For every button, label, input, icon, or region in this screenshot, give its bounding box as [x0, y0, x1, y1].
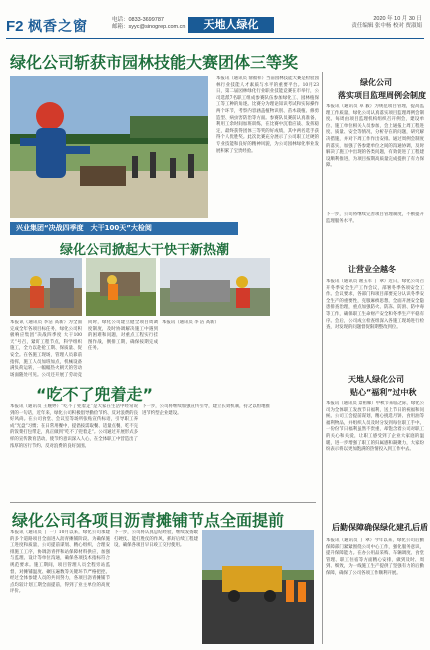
surge-photo-1 [10, 258, 82, 316]
voice-article-body: 本报讯（通讯员 王婉婷）“吃不了兜着走”是大家在生活中经常说到的一句话，近年来，绿化公司积极倡导勤俭节约、反对浪费的良好风尚。在公司食堂、会议室等场所张贴宣传标语，引导职工养成“光盘”习惯；在日常用餐中，提倡按需取餐、适量点餐，吃不完的饭菜打包带走，真正做到“吃不了兜着走”。公司通过开展形式多样的宣传教育活动，使节约意识深入人心，在全体职工中营造出了浓厚的厉行节约、反对浪费的良好氛围。 [10, 404, 138, 449]
award-article-body: 本报讯（通讯员 俞福祥）当前园林技能大赛是检验园林行业技能人才素质与水平的重要平台。10月23日，第二届园林绿化行业职业技能竞赛在市举行，公司选派7名职工组成参赛队伍参加绿化工、园林植保工等工种的角逐。比赛分为理论知识考试和实际操作两个环节，考察内容涵盖植物识别、苗木栽植、修剪造型、病虫害防治等方面。参赛队员赛前认真准备，利用工余时间加班训练，在比赛中沉着应战、发挥稳定，最终获得团体三等奖的好成绩，其中两名选手获得个人优胜奖。此次比赛充分展示了公司职工过硬的专业技能和良好的精神风貌，为公司园林绿化事业发展积累了宝贵经验。 [216, 76, 319, 154]
page-header [0, 0, 430, 40]
side-headline-meeting: 绿化公司 [360, 78, 392, 87]
surge-article-body-2: 同时，绿化公司建立健全项目周调度制度，及时协调解决施工中遇到的困难和问题，对重点工程实行挂图作战，倒排工期，确保按期完成任务。 [88, 320, 158, 352]
header-rule [6, 38, 424, 39]
side-headline-lab: 后勤保障确保绿化建孔后盾 [332, 523, 428, 532]
issue-info [351, 16, 422, 30]
headline-award: 绿化公司斩获市园林技能大赛团体三等奖 [10, 53, 299, 72]
voice-article-body-2: 下一步，公司将继续加强宣传引导，建立长效机制，持之以恒地推进节约型企业建设。 [142, 404, 270, 416]
side-safety-body: 本报讯（通讯员 谢玉军 丁 翠）近日，绿化公司召开冬季安全生产工作会议，部署冬季各项安全工作。会议要求，各部门和项目部要充分认识冬季安全生产的重要性，克服麻痹思想，全面开展安全隐患排查治理，重点加强防火、防冻、防滑、防中毒等工作，确保职工生命财产安全和冬季生产平稳有序。会后，公司成立检查组深入各施工现场进行检查，对发现的问题督促限期整改到位。 [326, 279, 424, 331]
contact-phone: 电话：0833-3699787 [112, 17, 164, 23]
page-number: F2 [6, 18, 24, 35]
side-lab-body: 本报讯（通讯员 丁 翠）今年以来，绿化公司后勤保障部门紧紧围绕公司中心工作，强化服务意识，提升保障能力。在办公用品采购、车辆调度、食堂管理、职工住宿等方面精心安排，做到及时、周到、细致，为一线施工生产提供了坚强有力的后勤保障，确保了公司各项工作顺利开展。 [326, 538, 424, 576]
asphalt-photo [202, 530, 314, 644]
side-care-body: 本报讯（通讯员 景祖娣）中秋节来临之际，绿化公司为全体职工发放节日福利，送上节日的祝福和问候。公司工会提前谋划，精心挑选月饼、食用油等福利物品，并组织人员及时分发到每位职工手中。一份份节日福利虽然不贵重，却饱含着公司对职工的关心和关爱，让职工感受到了企业大家庭的温暖，进一步增强了职工的归属感和凝聚力，大家纷纷表示将以更加饱满的热情投入到工作中去。 [326, 401, 424, 453]
surge-photo-2 [86, 258, 156, 316]
asphalt-article-body-2: 下一步，公司将认真总结经验，继续发扬敢打硬仗、能打胜仗的作风，抓好后续工程建设，确保各项目早日竣工交付使用。 [114, 530, 198, 549]
side-headline-safety: 让营业全越冬 [348, 265, 396, 274]
surge-photo-3 [160, 258, 270, 316]
surge-article-caption: 本报讯（通讯员 李 洁 高新） [162, 320, 219, 325]
side-headline-meeting-2: 落实项目监理周例会制度 [338, 91, 426, 100]
paper-name: 枫香之窗 [28, 19, 88, 35]
asphalt-article-body: 本报讯（通讯员 丁 一）10月以来，绿化公司承建的多个道路项目全面进入沥青摊铺阶段。为确保施工进度和质量，公司提前谋划、精心组织，合理安排施工工序，协调沥青拌和站保障材料供应，加强与监理、设计等单位沟通，确保各项技术指标符合规范要求。施工期间，项目管理人员全程旁站监督，对摊铺温度、碾压遍数等关键环节严格把控。经过全体参建人员的共同努力，各项目沥青摊铺节点均较计划工期全面提前，得到了业主单位的高度评价。 [10, 530, 110, 595]
headline-asphalt: 绿化公司各项目沥青摊铺节点全面提前 [12, 511, 285, 530]
surge-article-body: 本报讯（通讯员 李洁 高新）为全面完成全年各项目标任务，绿化公司积极响应集团“决战四季度 大干100天”号召，紧盯工程节点，科学组织施工，全力以赴抢工期、保质量、促安全。在各施工现场，管理人员靠前指挥，施工人员加班加点，机械设备满负荷运转，一幅幅热火朝天的劳动场面随处可见。公司还开展了劳动竞 [10, 320, 82, 378]
side-meeting-body: 本报讯（通讯员 卓 毅）为规范项目管理，提高监理工作质量，绿化公司认真落实项目监理周例会制度。每周由项目监理机构组织召开例会，建设单位、施工单位相关人员参加，会上通报上周工程进度、质量、安全等情况，分析存在的问题，研究解决措施，并对下周工作作出安排。通过周例会制度的落实，加强了各参建单位之间的沟通协调，及时解决了施工中出现的各类问题，有效促进了工程建设顺利推进，为项目按期高质量完成提供了有力保障。 [326, 104, 424, 169]
editors-line: 责任编辑 张中杨 校对 贾淑娟 [351, 23, 422, 29]
section-divider [10, 502, 316, 503]
side-headline-care-2: 贴心“福利”过中秋 [350, 388, 417, 397]
award-photo [10, 76, 208, 218]
side-headline-care: 天地人绿化公司 [348, 375, 404, 384]
contact-email: 邮箱：syyc@sinogrep.com.cn [112, 24, 186, 30]
side-meeting-body-2: 下一步，公司将继续完善项目管理制度，不断提升监理服务水平。 [326, 212, 424, 224]
column-divider [322, 72, 323, 644]
headline-voice: “吃不了兜着走” [36, 385, 154, 404]
campaign-banner: 兴业集团“决战四季度 大干100天”大检阅 [10, 222, 238, 235]
issue-date: 2020 年 10 月 30 日 [373, 16, 422, 22]
contact-info [112, 17, 185, 31]
section-title: 天地人绿化 [188, 17, 274, 33]
headline-surge: 绿化公司掀起大干快干新热潮 [60, 243, 230, 258]
